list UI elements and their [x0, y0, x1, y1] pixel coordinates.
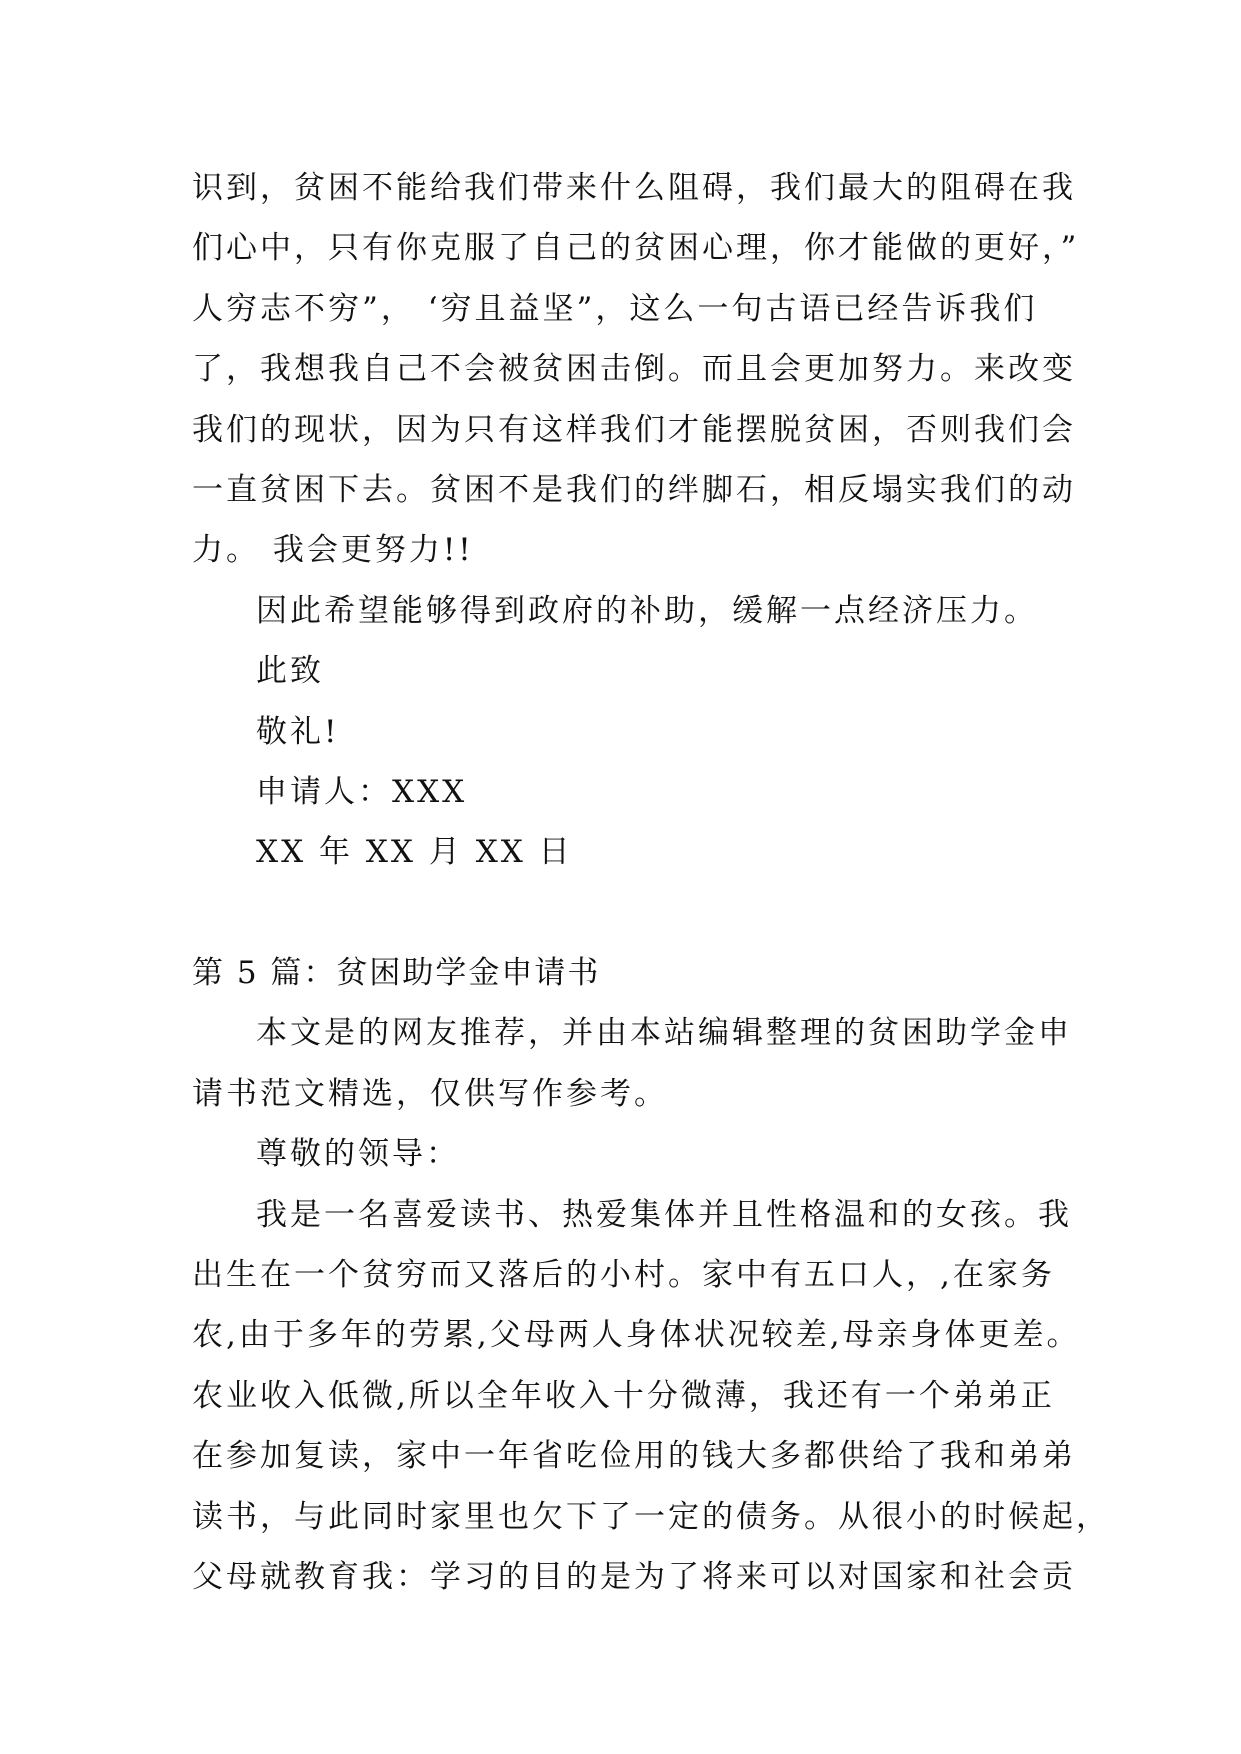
text-line: 出生在一个贫穷而又落后的小村。家中有五口人，,在家务	[192, 1257, 1055, 1294]
text-line: 因此希望能够得到政府的补助，缓解一点经济压力。	[256, 592, 1038, 629]
closing-line: 此致	[256, 653, 324, 690]
document-body	[192, 158, 1110, 1607]
text-line: 一直贫困下去。贫困不是我们的绊脚石，相反塌实我们的动	[192, 471, 1076, 508]
section-gap	[192, 883, 1052, 943]
text-line: 人穷志不穷”， ‘穷且益坚”，这么一句古语已经告诉我们	[192, 290, 1038, 327]
text-line: 我是一名喜爱读书、热爱集体并且性格温和的女孩。我	[256, 1196, 1072, 1233]
text-line: 请书范文精选，仅供写作参考。	[192, 1075, 668, 1112]
section-heading: 第 5 篇：贫困助学金申请书	[192, 955, 601, 992]
text-line: 本文是的网友推荐，并由本站编辑整理的贫困助学金申	[256, 1015, 1072, 1052]
salutation-line: 敬礼!	[256, 713, 340, 750]
text-line: 力。 我会更努力!!	[192, 532, 474, 569]
text-line: 读书，与此同时家里也欠下了一定的债务。从很小的时候起，	[192, 1498, 1110, 1535]
text-line: 们心中，只有你克服了自己的贫困心理，你才能做的更好，”	[192, 230, 1080, 267]
applicant-line: 申请人：XXX	[256, 773, 468, 810]
text-line: 农,由于多年的劳累,父母两人身体状况较差,母亲身体更差。	[192, 1317, 1081, 1354]
text-line: 识到，贫困不能给我们带来什么阻碍，我们最大的阻碍在我	[192, 170, 1076, 206]
text-line: 农业收入低微,所以全年收入十分微薄，我还有一个弟弟正	[192, 1377, 1055, 1414]
text-line: 在参加复读，家中一年省吃俭用的钱大多都供给了我和弟弟	[192, 1438, 1076, 1475]
text-line: 了，我想我自己不会被贫困击倒。而且会更加努力。来改变	[192, 351, 1076, 388]
text-line: 我们的现状，因为只有这样我们才能摆脱贫困，否则我们会	[192, 411, 1076, 448]
date-line: XX 年 XX 月 XX 日	[256, 834, 573, 871]
text-line: 父母就教育我：学习的目的是为了将来可以对国家和社会贡	[192, 1558, 1076, 1595]
greeting-line: 尊敬的领导：	[256, 1136, 460, 1173]
